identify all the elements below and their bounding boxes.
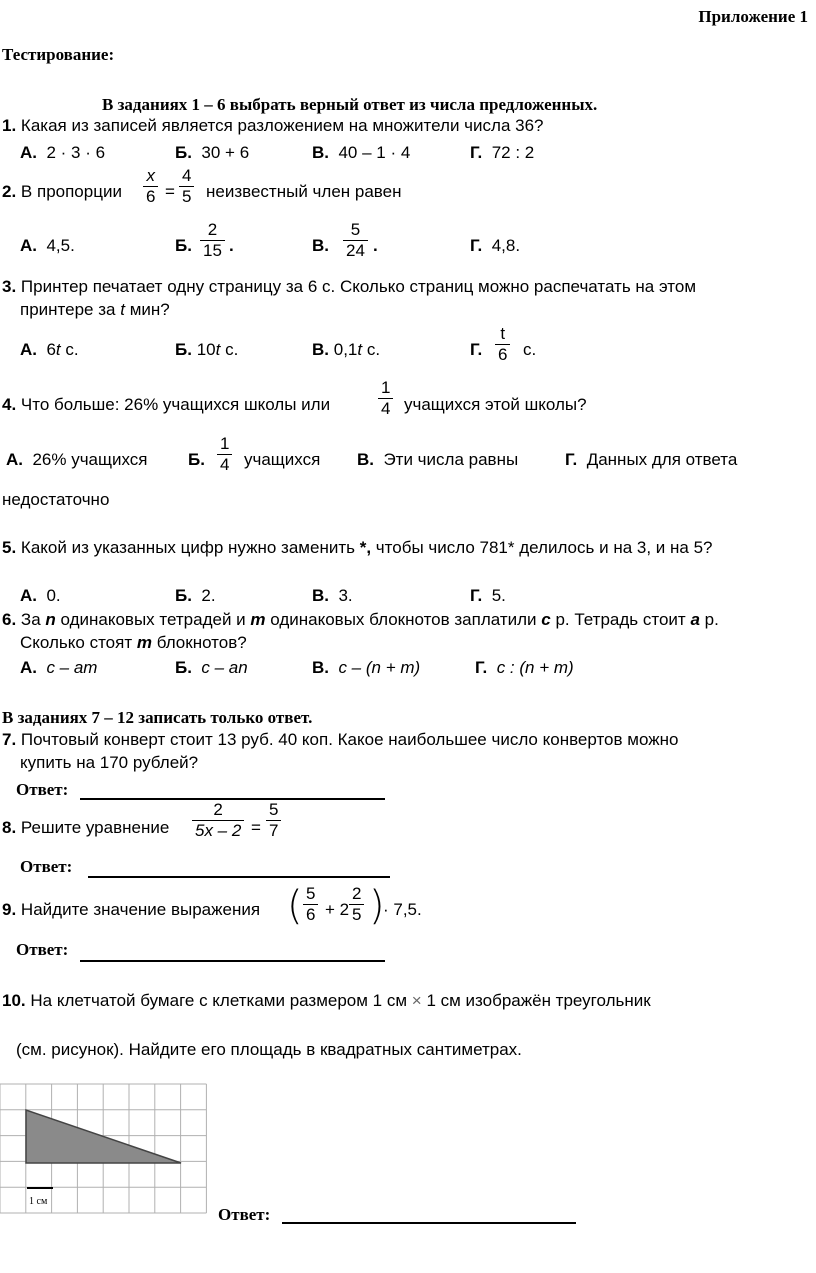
q8-rhs-fraction: 5 7 <box>266 800 281 841</box>
q3-option-c[interactable]: В. 0,1t с. <box>312 340 381 359</box>
q9-fraction-2: 2 5 <box>349 884 364 925</box>
q3-option-d-unit: с. <box>523 340 537 359</box>
q9-answer-label: Ответ: <box>16 940 69 959</box>
q3-stem-line2: принтере за t мин? <box>20 300 170 319</box>
q10-answer-field[interactable] <box>282 1222 576 1224</box>
q2-option-c-fraction[interactable]: 5 24 <box>343 220 368 261</box>
q4-option-b-letter[interactable]: Б. <box>188 450 205 469</box>
q2-option-d[interactable]: Г. 4,8. <box>470 236 521 255</box>
appendix-label: Приложение 1 <box>698 7 808 26</box>
q4-option-b-fraction[interactable]: 1 4 <box>217 434 232 475</box>
q2-proportion-left: x 6 <box>143 166 158 207</box>
q10-answer-label: Ответ: <box>218 1205 271 1224</box>
q2-option-b-letter[interactable]: Б. <box>175 236 192 255</box>
q10-stem-line1: 10. На клетчатой бумаге с клетками размером 1 см × 1 см изображён треугольник <box>2 991 651 1010</box>
section2-instruction: В заданиях 7 – 12 записать только ответ. <box>2 708 313 727</box>
q8-stem: 8. Решите уравнение <box>2 818 170 837</box>
q2-option-c-dot: . <box>373 236 378 255</box>
q8-lhs-fraction: 2 5x – 2 <box>192 800 244 841</box>
q9-tail: · 7,5. <box>383 900 422 919</box>
q6-option-b[interactable]: Б. c – an <box>175 658 248 677</box>
q5-option-a[interactable]: А. 0. <box>20 586 61 605</box>
q8-equals: = <box>251 818 261 837</box>
q6-stem-line2: Сколько стоят m блокнотов? <box>20 633 247 652</box>
q4-fraction: 1 4 <box>378 378 393 419</box>
q9-open-paren: ( <box>287 883 303 929</box>
q8-answer-label: Ответ: <box>20 857 73 876</box>
q9-close-paren: ) <box>369 883 385 929</box>
q1-option-b[interactable]: Б. 30 + 6 <box>175 143 250 162</box>
q2-option-a[interactable]: А. 4,5. <box>20 236 75 255</box>
q2-stem-start: 2. В пропорции <box>2 182 122 201</box>
q10-stem-line2: (см. рисунок). Найдите его площадь в квадратных сантиметрах. <box>16 1040 522 1059</box>
q1-option-d[interactable]: Г. 72 : 2 <box>470 143 535 162</box>
q4-stem-end: учащихся этой школы? <box>404 395 587 414</box>
grid-figure <box>0 1082 210 1222</box>
q2-option-b-dot: . <box>229 236 234 255</box>
q3-option-d-fraction[interactable]: t 6 <box>495 324 510 365</box>
q3-option-d-letter[interactable]: Г. <box>470 340 483 359</box>
q5-option-c[interactable]: В. 3. <box>312 586 353 605</box>
q2-option-c-letter[interactable]: В. <box>312 236 329 255</box>
q3-option-a[interactable]: А. 6t с. <box>20 340 79 359</box>
q5-option-d[interactable]: Г. 5. <box>470 586 506 605</box>
q7-stem-line1: 7. Почтовый конверт стоит 13 руб. 40 коп. Какое наибольшее число конвертов можно <box>2 730 679 749</box>
q4-option-b-text: учащихся <box>244 450 321 469</box>
q6-stem-line1: 6. За n одинаковых тетрадей и m одинаковых блокнотов заплатили c р. Тетрадь стоит a р. <box>2 610 719 629</box>
q5-option-b[interactable]: Б. 2. <box>175 586 216 605</box>
q9-plus: + 2 <box>325 900 350 919</box>
q4-option-c[interactable]: В. Эти числа равны <box>357 450 519 469</box>
q7-stem-line2: купить на 170 рублей? <box>20 753 199 772</box>
q7-answer-label: Ответ: <box>16 780 69 799</box>
q2-stem-end: неизвестный член равен <box>206 182 402 201</box>
q3-option-b[interactable]: Б. 10t с. <box>175 340 239 359</box>
q2-proportion-eq: = <box>165 182 175 201</box>
q4-option-d[interactable]: Г. Данных для ответа <box>565 450 738 469</box>
q6-option-a[interactable]: А. c – am <box>20 658 98 677</box>
q1-option-a[interactable]: А. 2 · 3 · 6 <box>20 143 106 162</box>
q6-option-d[interactable]: Г. c : (n + m) <box>475 658 574 677</box>
q9-answer-field[interactable] <box>80 960 385 962</box>
q4-option-a[interactable]: А. 26% учащихся <box>6 450 148 469</box>
q9-stem: 9. Найдите значение выражения <box>2 900 261 919</box>
q1-option-c[interactable]: В. 40 – 1 · 4 <box>312 143 411 162</box>
q4-option-d-wrap: недостаточно <box>2 490 110 509</box>
page-title: Тестирование: <box>2 45 115 64</box>
scale-label: 1 см <box>29 1196 48 1207</box>
q2-proportion-right: 4 5 <box>179 166 194 207</box>
q1-stem: 1. Какая из записей является разложением на множители числа 36? <box>2 116 544 135</box>
q4-stem-start: 4. Что больше: 26% учащихся школы или <box>2 395 331 414</box>
times-icon: × <box>411 991 422 1010</box>
q8-answer-field[interactable] <box>88 876 390 878</box>
q9-fraction-1: 5 6 <box>303 884 318 925</box>
q6-option-c[interactable]: В. c – (n + m) <box>312 658 421 677</box>
q2-option-b-fraction[interactable]: 2 15 <box>200 220 225 261</box>
section1-instruction: В заданиях 1 – 6 выбрать верный ответ из числа предложенных. <box>102 95 598 114</box>
q3-stem-line1: 3. Принтер печатает одну страницу за 6 с. Сколько страниц можно распечатать на этом <box>2 277 697 296</box>
q5-stem: 5. Какой из указанных цифр нужно заменить *, чтобы число 781* делилось и на 3, и на 5? <box>2 538 713 557</box>
